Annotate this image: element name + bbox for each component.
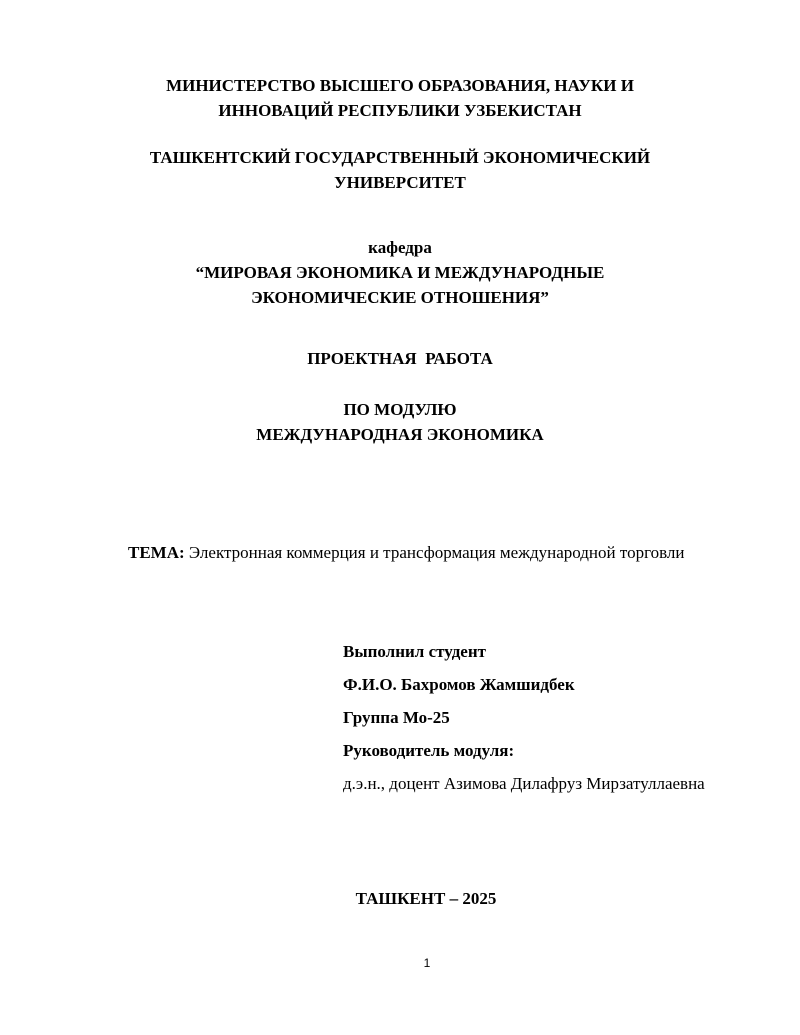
module-line-2: МЕЖДУНАРОДНАЯ ЭКОНОМИКА xyxy=(256,425,544,444)
department-line-1: “МИРОВАЯ ЭКОНОМИКА И МЕЖДУНАРОДНЫЕ xyxy=(195,263,605,282)
university-heading xyxy=(0,145,800,195)
topic-text: Электронная коммерция и трансформация международной торговли xyxy=(184,543,685,562)
student-name: Ф.И.О. Бахромов Жамшидбек xyxy=(343,675,575,694)
ministry-line-1: МИНИСТЕРСТВО ВЫСШЕГО ОБРАЗОВАНИЯ, НАУКИ И xyxy=(166,76,634,95)
page-number: 1 xyxy=(423,956,431,970)
project-title xyxy=(0,346,800,371)
department-heading xyxy=(0,235,800,310)
supervisor-name: д.э.н., доцент Азимова Дилафруз Мирзатуллаевна xyxy=(343,774,705,793)
university-line-1: ТАШКЕНТСКИЙ ГОСУДАРСТВЕННЫЙ ЭКОНОМИЧЕСКИЙ xyxy=(149,148,651,167)
performed-by: Выполнил студент xyxy=(343,642,486,661)
module-line-1: ПО МОДУЛЮ xyxy=(343,400,457,419)
supervisor-label: Руководитель модуля: xyxy=(343,741,515,760)
department-label: кафедра xyxy=(368,238,432,257)
project-title-text: ПРОЕКТНАЯ РАБОТА xyxy=(307,349,493,368)
ministry-line-2: ИННОВАЦИЙ РЕСПУБЛИКИ УЗБЕКИСТАН xyxy=(218,101,582,120)
ministry-heading xyxy=(0,73,800,123)
student-group: Группа Мо-25 xyxy=(343,708,450,727)
university-line-2: УНИВЕРСИТЕТ xyxy=(334,173,466,192)
module-heading xyxy=(0,397,800,447)
department-line-2: ЭКОНОМИЧЕСКИЕ ОТНОШЕНИЯ” xyxy=(251,288,549,307)
city-year: ТАШКЕНТ – 2025 xyxy=(355,889,497,908)
topic-line xyxy=(128,540,788,565)
topic-label: ТЕМА: xyxy=(128,543,185,562)
author-block xyxy=(343,639,783,804)
